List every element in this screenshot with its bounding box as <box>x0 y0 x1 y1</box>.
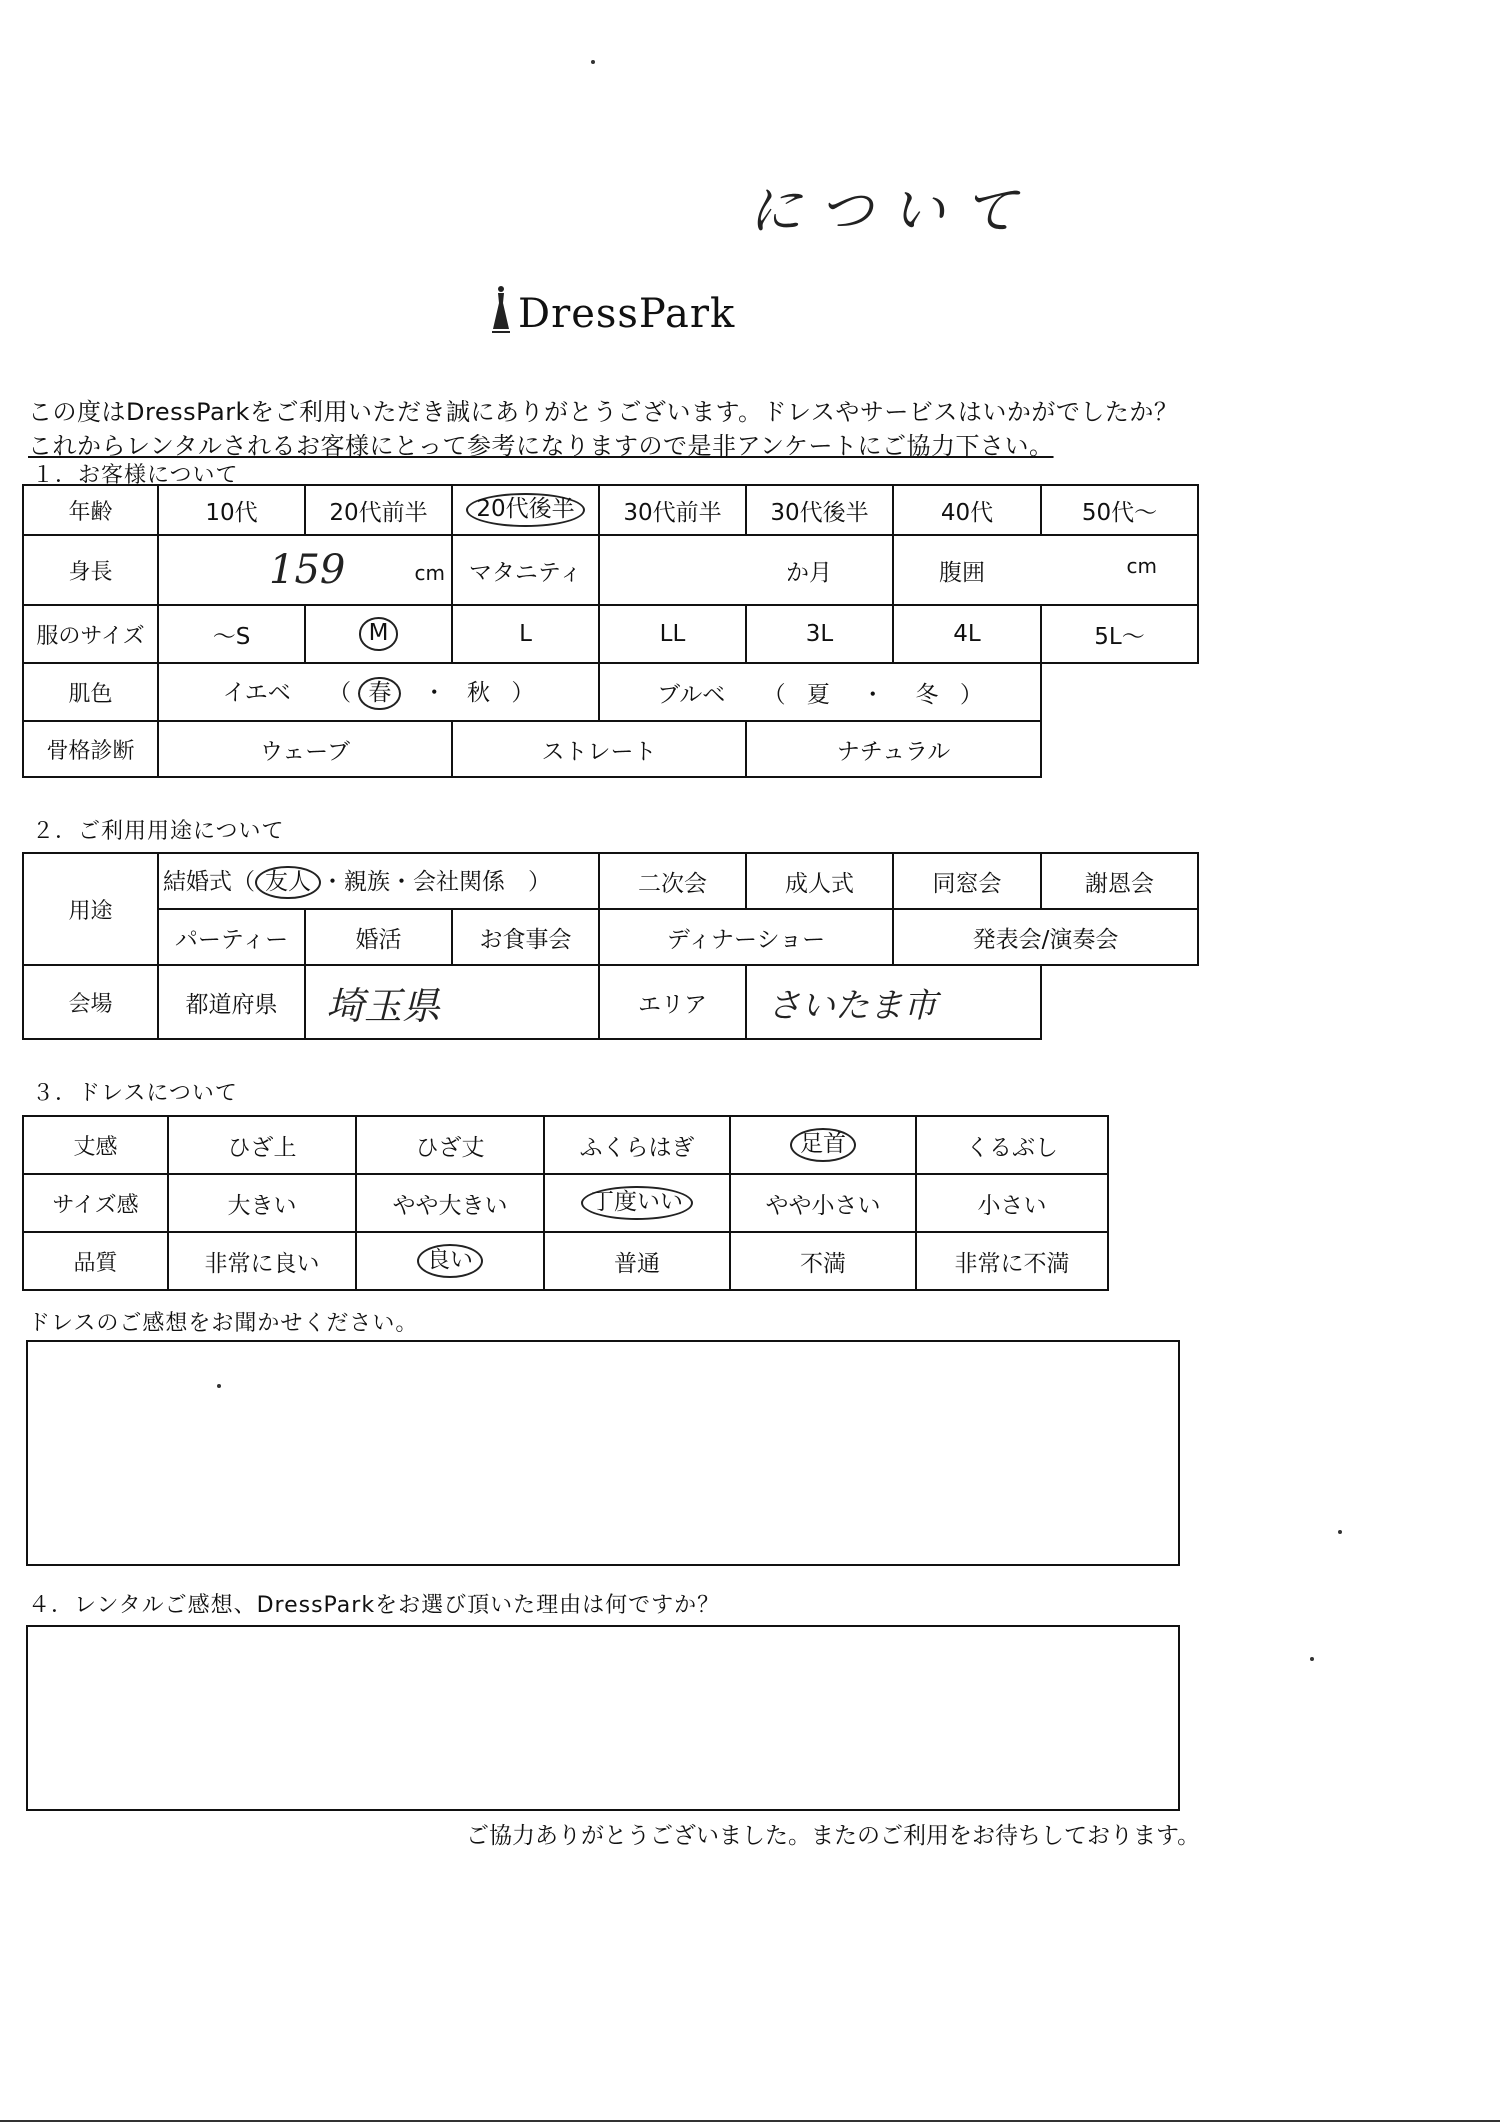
purpose-option[interactable]: 婚活 <box>305 909 452 965</box>
size-selected-value: M <box>359 617 399 651</box>
dot-separator: ・ <box>422 679 446 706</box>
paren-open: （ <box>762 681 786 708</box>
prefecture-label: 都道府県 <box>158 965 305 1039</box>
age-option[interactable]: 30代前半 <box>599 485 746 535</box>
skin-autumn: 秋 <box>467 679 491 706</box>
wedding-friend-selected: 友人 <box>255 866 321 900</box>
quality-option-selected[interactable] <box>356 1232 544 1290</box>
size-option[interactable]: 5L～ <box>1041 605 1198 663</box>
empty-cell <box>1041 965 1198 1039</box>
empty-cell <box>1041 721 1198 777</box>
wedding-prefix: 結婚式（ <box>163 868 255 895</box>
fit-selected-value: 丁度いい <box>581 1186 693 1220</box>
purpose-option[interactable]: パーティー <box>158 909 305 965</box>
dress-comment-prompt: ドレスのご感想をお聞かせください。 <box>28 1311 419 1336</box>
closing-thanks: ご協力ありがとうございました。またのご利用をお待ちしております。 <box>466 1823 1201 1849</box>
scan-speck <box>217 1384 221 1388</box>
size-option-selected[interactable] <box>305 605 452 663</box>
logo-text: DressPark <box>518 291 736 337</box>
paren-close: ） <box>959 681 983 708</box>
purpose-option[interactable]: ディナーショー <box>599 909 893 965</box>
frame-option[interactable]: ナチュラル <box>746 721 1041 777</box>
purpose-option[interactable]: 成人式 <box>746 853 893 909</box>
fit-option[interactable]: 大きい <box>168 1174 356 1232</box>
fit-label: サイズ感 <box>23 1174 168 1232</box>
size-option[interactable]: LL <box>599 605 746 663</box>
height-row <box>23 535 1198 605</box>
venue-label: 会場 <box>23 965 158 1039</box>
dress-comment-box[interactable] <box>26 1340 1180 1566</box>
age-option[interactable]: 50代～ <box>1041 485 1198 535</box>
age-option[interactable]: 40代 <box>893 485 1041 535</box>
height-field[interactable] <box>158 535 452 605</box>
quality-option[interactable]: 非常に良い <box>168 1232 356 1290</box>
section3-title: ３．ドレスについて <box>32 1081 238 1106</box>
fit-option[interactable]: やや大きい <box>356 1174 544 1232</box>
waist-field[interactable] <box>893 535 1198 605</box>
height-label: 身長 <box>23 535 158 605</box>
wedding-rest: ・親族・会社関係 ） <box>321 868 551 895</box>
length-option[interactable]: ふくらはぎ <box>544 1116 730 1174</box>
height-value: 159 <box>269 547 346 593</box>
size-option[interactable]: L <box>452 605 599 663</box>
quality-selected-value: 良い <box>417 1244 483 1278</box>
section4-title: ４．レンタルご感想、DressParkをお選び頂いた理由は何ですか？ <box>28 1593 721 1618</box>
customer-table <box>22 484 1199 778</box>
quality-row <box>23 1232 1108 1290</box>
paren-close: ） <box>511 679 535 706</box>
purpose-option[interactable]: お食事会 <box>452 909 599 965</box>
frame-option[interactable]: ウェーブ <box>158 721 452 777</box>
section1-title: １．お客様について <box>32 463 239 488</box>
waist-unit: cm <box>1126 553 1157 578</box>
scan-speck <box>1310 1657 1314 1661</box>
blue-base-label: ブルベ <box>657 681 726 708</box>
dress-table <box>22 1115 1109 1291</box>
age-option[interactable]: 30代後半 <box>746 485 893 535</box>
purpose-row-1 <box>23 853 1198 909</box>
purpose-option[interactable]: 二次会 <box>599 853 746 909</box>
purpose-table <box>22 852 1199 1040</box>
age-label: 年齢 <box>23 485 158 535</box>
size-label: 服のサイズ <box>23 605 158 663</box>
dot-separator: ・ <box>861 681 885 708</box>
length-option[interactable]: くるぶし <box>916 1116 1108 1174</box>
frame-label: 骨格診断 <box>23 721 158 777</box>
age-row <box>23 485 1198 535</box>
prefecture-value: 埼玉県 <box>326 983 441 1028</box>
age-option[interactable]: 10代 <box>158 485 305 535</box>
frame-option[interactable]: ストレート <box>452 721 746 777</box>
area-value: さいたま市 <box>767 985 938 1026</box>
dresspark-logo <box>490 285 735 337</box>
purpose-option[interactable]: 同窓会 <box>893 853 1041 909</box>
area-label: エリア <box>599 965 746 1039</box>
fit-option[interactable]: やや小さい <box>730 1174 916 1232</box>
intro-request: これからレンタルされるお客様にとって参考になりますので是非アンケートにご協力下さい。 <box>28 432 1054 460</box>
paren-open: （ <box>328 679 352 706</box>
handwritten-note: について <box>748 179 1035 242</box>
purpose-option[interactable]: 謝恩会 <box>1041 853 1198 909</box>
age-option[interactable]: 20代前半 <box>305 485 452 535</box>
wedding-option[interactable] <box>158 853 599 909</box>
size-option[interactable]: 4L <box>893 605 1041 663</box>
purpose-option[interactable]: 発表会/演奏会 <box>893 909 1198 965</box>
skin-row <box>23 663 1198 721</box>
size-row <box>23 605 1198 663</box>
length-selected-value: 足首 <box>790 1128 856 1162</box>
months-unit: か月 <box>786 559 832 586</box>
prefecture-field[interactable] <box>305 965 599 1039</box>
fit-row <box>23 1174 1108 1232</box>
fit-option[interactable]: 小さい <box>916 1174 1108 1232</box>
dress-icon <box>490 285 512 335</box>
quality-option[interactable]: 普通 <box>544 1232 730 1290</box>
skin-winter: 冬 <box>915 681 939 708</box>
scan-speck <box>591 60 595 64</box>
empty-cell <box>1041 663 1198 721</box>
length-option-selected[interactable] <box>730 1116 916 1174</box>
intro-thanks: この度はDressParkをご利用いただき誠にありがとうございます。ドレスやサービスはいかがでしたか？ <box>28 398 1179 426</box>
maternity-months-field[interactable] <box>599 535 893 605</box>
fit-option-selected[interactable] <box>544 1174 730 1232</box>
length-label: 丈感 <box>23 1116 168 1174</box>
skin-summer: 夏 <box>806 681 830 708</box>
frame-row <box>23 721 1198 777</box>
age-option-selected[interactable] <box>452 485 599 535</box>
rental-comment-box[interactable] <box>26 1625 1180 1811</box>
height-unit: cm <box>414 561 445 585</box>
purpose-row-2 <box>23 909 1198 965</box>
waist-label: 腹囲 <box>939 559 985 586</box>
quality-label: 品質 <box>23 1232 168 1290</box>
scan-speck <box>1338 1530 1342 1534</box>
venue-row <box>23 965 1198 1039</box>
area-field[interactable] <box>746 965 1041 1039</box>
section2-title: ２．ご利用用途について <box>32 819 285 844</box>
length-option[interactable]: ひざ丈 <box>356 1116 544 1174</box>
yellow-base-label: イエベ <box>222 679 291 706</box>
quality-option[interactable]: 不満 <box>730 1232 916 1290</box>
blue-base-option[interactable] <box>599 663 1041 721</box>
age-selected-value: 20代後半 <box>466 493 584 527</box>
length-row <box>23 1116 1108 1174</box>
skin-label: 肌色 <box>23 663 158 721</box>
bottom-rule <box>0 2120 1500 2122</box>
size-option[interactable]: ～S <box>158 605 305 663</box>
size-option[interactable]: 3L <box>746 605 893 663</box>
quality-option[interactable]: 非常に不満 <box>916 1232 1108 1290</box>
skin-spring-selected: 春 <box>358 677 401 711</box>
maternity-label: マタニティ <box>452 535 599 605</box>
length-option[interactable]: ひざ上 <box>168 1116 356 1174</box>
purpose-label: 用途 <box>23 853 158 965</box>
yellow-base-option[interactable] <box>158 663 599 721</box>
